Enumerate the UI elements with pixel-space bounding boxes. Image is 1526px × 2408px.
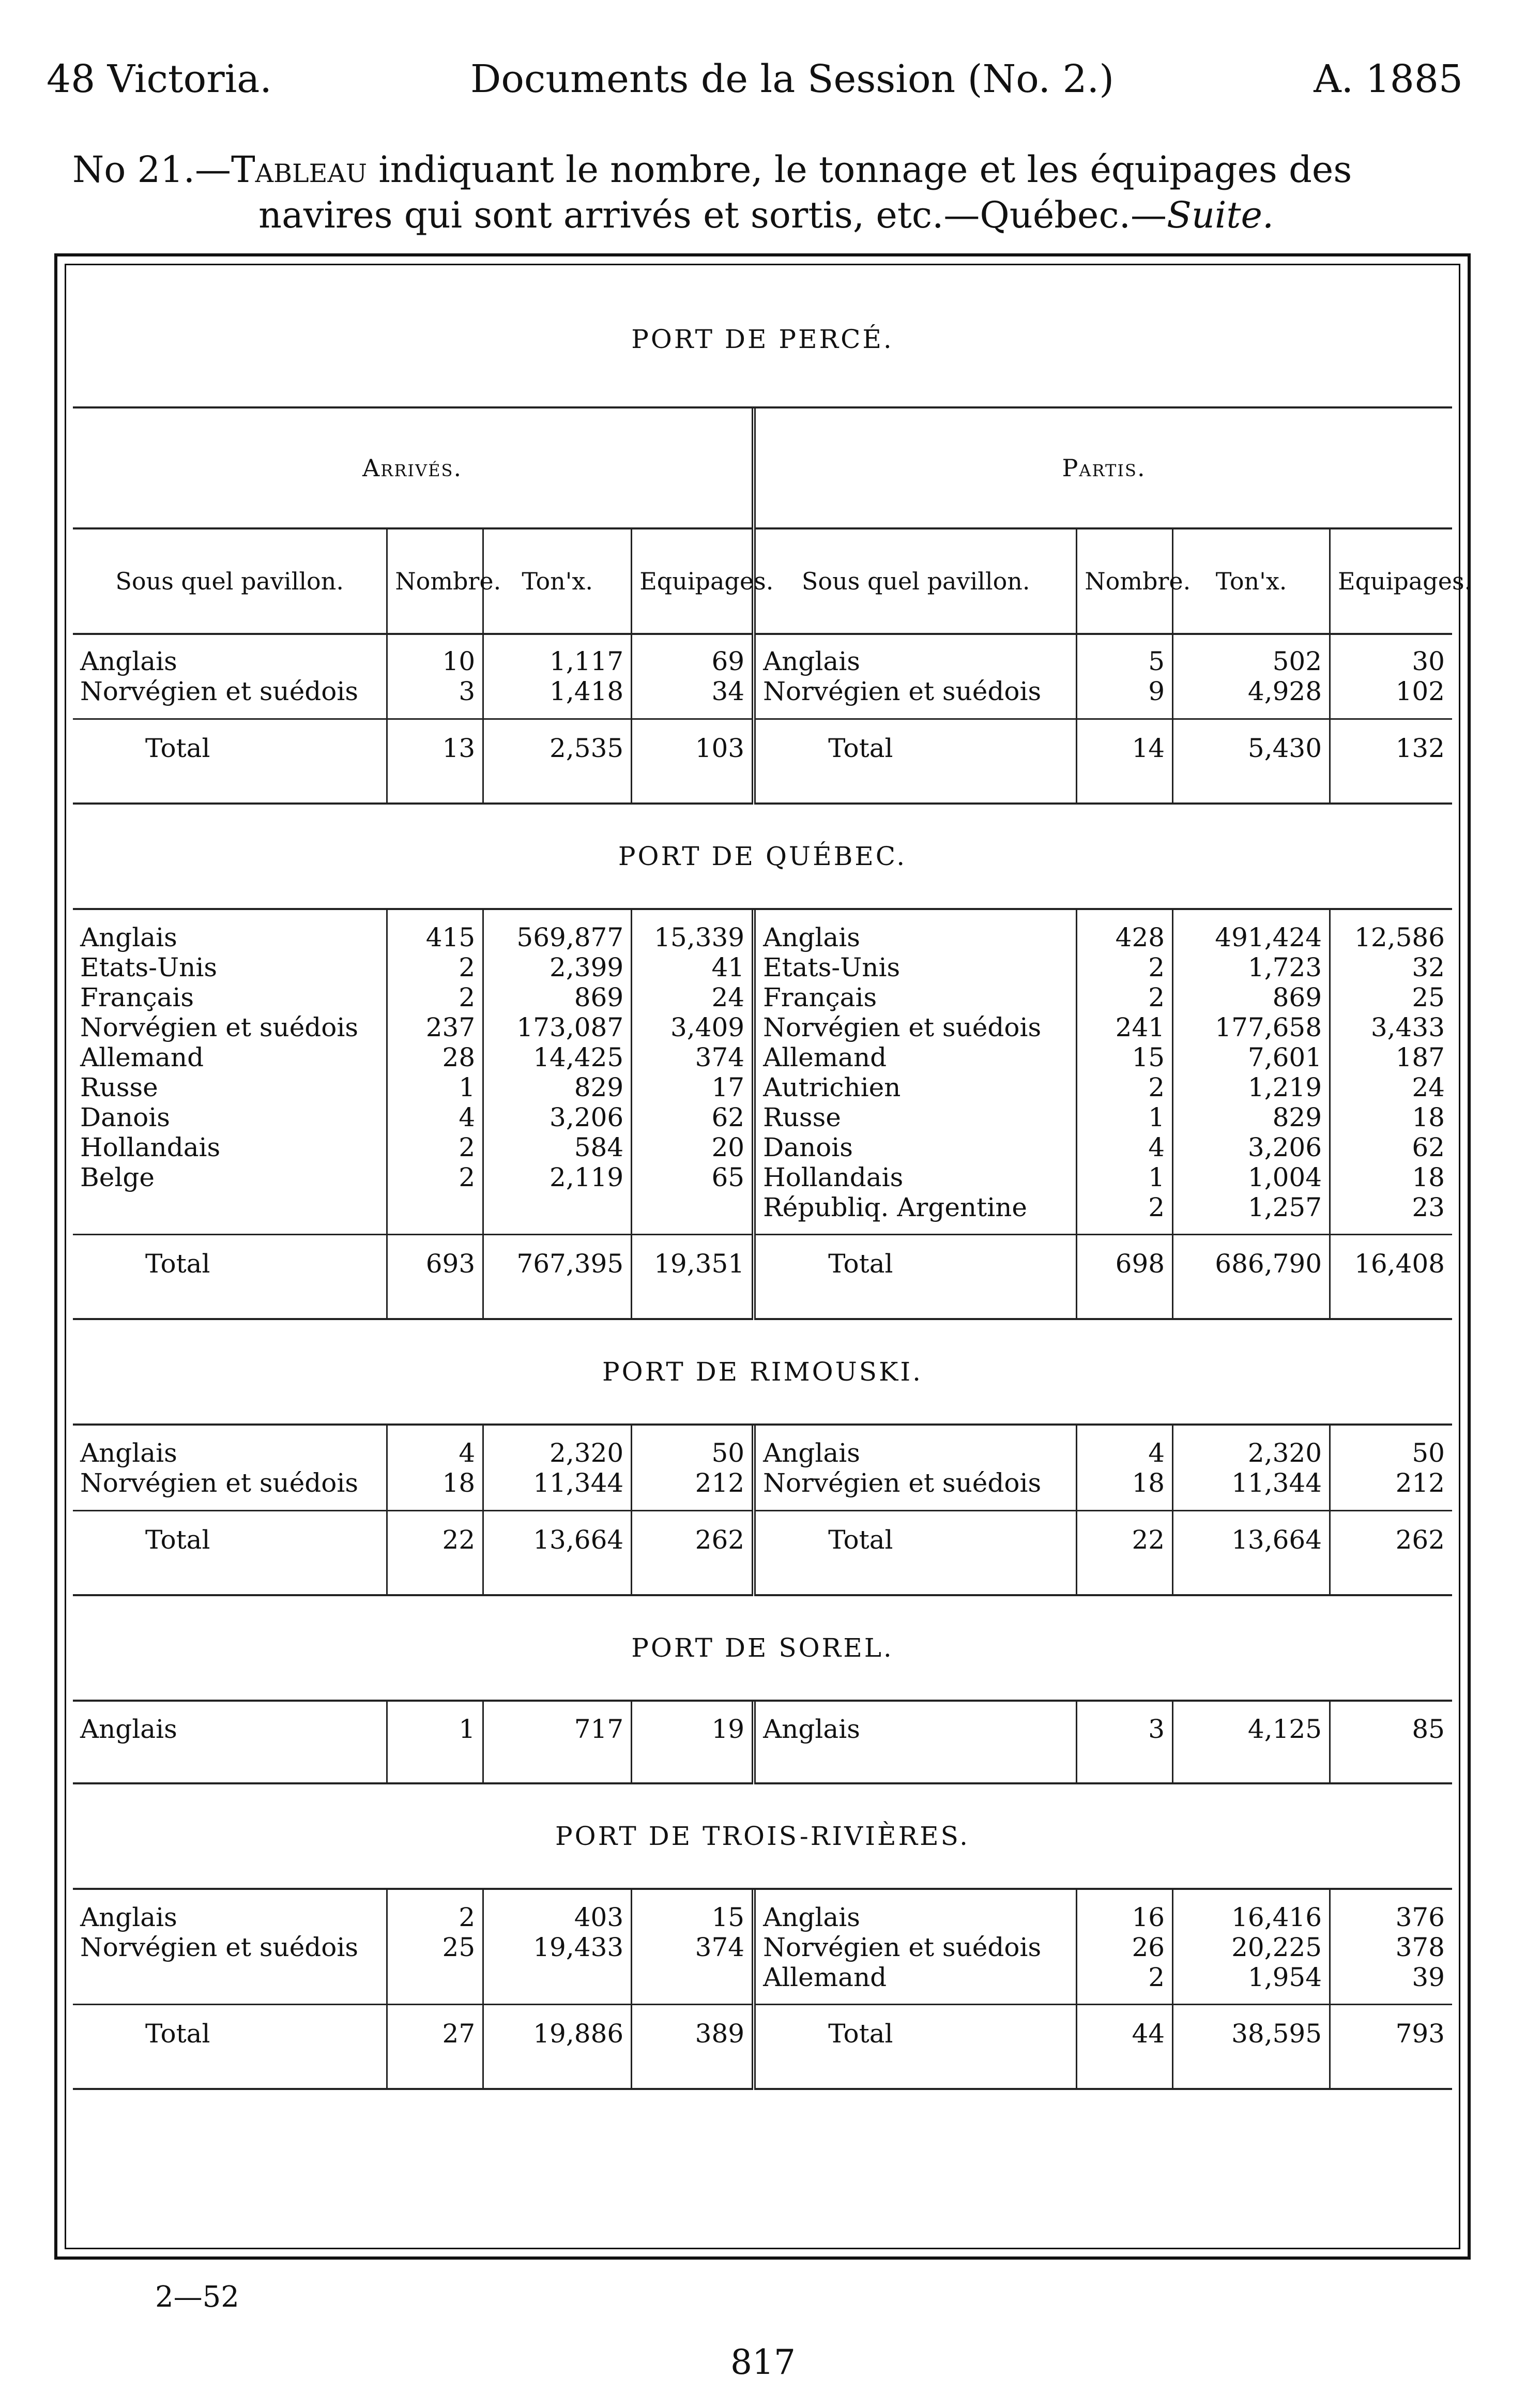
flag-cell: Norvégien et suédois bbox=[754, 676, 1077, 706]
col-pavillon: Sous quel pavillon. bbox=[754, 528, 1077, 634]
tonnage-cell: 4,125 bbox=[1173, 1714, 1330, 1744]
crew-cell: 41 bbox=[632, 952, 754, 982]
total-tonnage: 19,886 bbox=[483, 2005, 632, 2063]
tonnage-cell: 19,433 bbox=[483, 1932, 632, 1962]
count-cell: 2 bbox=[1077, 952, 1173, 982]
count-cell: 2 bbox=[387, 982, 483, 1012]
table-frame bbox=[54, 253, 1471, 2260]
count-cell: 2 bbox=[1077, 1192, 1173, 1222]
arrives-heading: Arrivés. bbox=[362, 454, 463, 482]
tonnage-cell: 491,424 bbox=[1173, 922, 1330, 952]
flag-cell: Belge bbox=[80, 1162, 155, 1192]
table-row bbox=[73, 922, 1452, 952]
tonnage-cell: 177,658 bbox=[1173, 1012, 1330, 1042]
count-cell: 16 bbox=[1077, 1902, 1173, 1932]
total-crew: 262 bbox=[632, 1510, 754, 1568]
flag-cell: Norvégien et suédois bbox=[80, 1932, 359, 1962]
total-label: Total bbox=[73, 1235, 387, 1293]
col-equipages: Equipages. bbox=[632, 528, 754, 634]
total-label: Total bbox=[754, 719, 1077, 777]
count-cell: 4 bbox=[1077, 1132, 1173, 1162]
count-cell: 25 bbox=[387, 1932, 483, 1962]
caption-line1-rest: indiquant le nombre, le tonnage et les équipages des bbox=[367, 148, 1352, 191]
flag-cell: Anglais bbox=[754, 646, 1077, 676]
tonnage-cell: 569,877 bbox=[483, 922, 632, 952]
tonnage-cell: 16,416 bbox=[1173, 1902, 1330, 1932]
tonnage-cell: 3,206 bbox=[1173, 1132, 1330, 1162]
count-cell: 9 bbox=[1077, 676, 1173, 706]
total-tonnage: 13,664 bbox=[1173, 1510, 1330, 1568]
count-cell: 2 bbox=[387, 952, 483, 982]
direction-header-row bbox=[73, 408, 1452, 528]
column-header-row bbox=[73, 528, 1452, 634]
count-cell: 28 bbox=[387, 1042, 483, 1072]
count-cell: 1 bbox=[1077, 1102, 1173, 1132]
table-row bbox=[73, 646, 1452, 676]
count-cell: 2 bbox=[1077, 1072, 1173, 1102]
crew-cell: 25 bbox=[1330, 982, 1452, 1012]
crew-cell: 32 bbox=[1330, 952, 1452, 982]
table-row bbox=[73, 1902, 1452, 1932]
tonnage-cell: 717 bbox=[483, 1714, 632, 1744]
tonnage-cell: 3,206 bbox=[483, 1102, 632, 1132]
port-title: PORT DE QUÉBEC. bbox=[73, 805, 1452, 910]
port-table bbox=[73, 1426, 1452, 1596]
count-cell: 4 bbox=[387, 1102, 483, 1132]
table-row bbox=[73, 1072, 1452, 1102]
flag-cell: Danois bbox=[80, 1102, 170, 1132]
tonnage-cell: 7,601 bbox=[1173, 1042, 1330, 1072]
total-row bbox=[73, 1235, 1452, 1293]
col-nombre: Nombre. bbox=[1077, 528, 1173, 634]
footer-signature: 2—52 bbox=[155, 2280, 239, 2314]
total-count: 14 bbox=[1077, 719, 1173, 777]
count-cell: 4 bbox=[1077, 1438, 1173, 1468]
total-label: Total bbox=[73, 2005, 387, 2063]
count-cell: 2 bbox=[1077, 1962, 1173, 1992]
flag-cell: Républiq. Argentine bbox=[754, 1192, 1077, 1222]
crew-cell: 20 bbox=[632, 1132, 754, 1162]
tonnage-cell: 1,418 bbox=[483, 676, 632, 706]
count-cell: 18 bbox=[1077, 1468, 1173, 1498]
tonnage-cell: 829 bbox=[483, 1072, 632, 1102]
tonnage-cell: 1,004 bbox=[1173, 1162, 1330, 1192]
table-row bbox=[73, 1132, 1452, 1162]
port-title: PORT DE RIMOUSKI. bbox=[73, 1320, 1452, 1426]
total-row bbox=[73, 2005, 1452, 2063]
table-row bbox=[73, 1042, 1452, 1072]
total-tonnage: 13,664 bbox=[483, 1510, 632, 1568]
total-label: Total bbox=[754, 1510, 1077, 1568]
flag-cell: Anglais bbox=[754, 1438, 1077, 1468]
header-center: Documents de la Session (No. 2.) bbox=[470, 57, 1115, 101]
crew-cell: 376 bbox=[1330, 1902, 1452, 1932]
ports-table-container bbox=[73, 272, 1472, 2241]
count-cell: 415 bbox=[387, 922, 483, 952]
flag-cell: Hollandais bbox=[80, 1132, 221, 1162]
count-cell: 3 bbox=[387, 676, 483, 706]
total-count: 22 bbox=[1077, 1510, 1173, 1568]
count-cell: 10 bbox=[387, 646, 483, 676]
crew-cell: 34 bbox=[632, 676, 754, 706]
crew-cell: 19 bbox=[632, 1714, 754, 1744]
port-table bbox=[73, 1702, 1452, 1784]
tonnage-cell: 502 bbox=[1173, 646, 1330, 676]
flag-cell: Etats-Unis bbox=[754, 952, 1077, 982]
col-tonnage: Ton'x. bbox=[1173, 528, 1330, 634]
flag-cell: Anglais bbox=[754, 922, 1077, 952]
count-cell: 428 bbox=[1077, 922, 1173, 952]
table-row bbox=[73, 1932, 1452, 1962]
port-table bbox=[73, 408, 1472, 805]
tonnage-cell: 20,225 bbox=[1173, 1932, 1330, 1962]
tonnage-cell: 1,723 bbox=[1173, 952, 1330, 982]
crew-cell: 17 bbox=[632, 1072, 754, 1102]
total-tonnage: 2,535 bbox=[483, 719, 632, 777]
crew-cell: 374 bbox=[632, 1932, 754, 1962]
count-cell: 2 bbox=[1077, 982, 1173, 1012]
crew-cell: 212 bbox=[1330, 1468, 1452, 1498]
table-caption bbox=[72, 147, 1478, 238]
count-cell: 1 bbox=[387, 1714, 483, 1744]
count-cell: 3 bbox=[1077, 1714, 1173, 1744]
total-crew: 19,351 bbox=[632, 1235, 754, 1293]
crew-cell: 69 bbox=[632, 646, 754, 676]
flag-cell: Anglais bbox=[80, 1902, 177, 1932]
flag-cell: Anglais bbox=[754, 1902, 1077, 1932]
crew-cell: 374 bbox=[632, 1042, 754, 1072]
table-row bbox=[73, 1468, 1452, 1498]
caption-number: No 21. bbox=[72, 148, 195, 191]
header-left: 48 Victoria. bbox=[47, 57, 272, 101]
table-row bbox=[73, 1438, 1452, 1468]
crew-cell: 24 bbox=[1330, 1072, 1452, 1102]
total-label: Total bbox=[754, 2005, 1077, 2063]
partis-heading: Partis. bbox=[754, 408, 1452, 528]
total-crew: 103 bbox=[632, 719, 754, 777]
flag-cell: Russe bbox=[754, 1102, 1077, 1132]
table-row bbox=[73, 1714, 1452, 1744]
page-number: 817 bbox=[730, 2342, 796, 2382]
crew-cell: 85 bbox=[1330, 1714, 1452, 1744]
count-cell: 2 bbox=[387, 1162, 483, 1192]
table-row bbox=[73, 982, 1452, 1012]
flag-cell: Allemand bbox=[754, 1962, 1077, 1992]
count-cell: 1 bbox=[387, 1072, 483, 1102]
tonnage-cell: 2,320 bbox=[1173, 1438, 1330, 1468]
col-pavillon: Sous quel pavillon. bbox=[73, 528, 387, 634]
crew-cell: 30 bbox=[1330, 646, 1452, 676]
crew-cell: 12,586 bbox=[1330, 922, 1452, 952]
table-row bbox=[73, 1102, 1452, 1132]
crew-cell: 39 bbox=[1330, 1962, 1452, 1992]
caption-label: Tableau bbox=[231, 148, 368, 191]
total-count: 13 bbox=[387, 719, 483, 777]
table-row bbox=[73, 1192, 1452, 1222]
total-count: 693 bbox=[387, 1235, 483, 1293]
crew-cell: 50 bbox=[1330, 1438, 1452, 1468]
crew-cell: 187 bbox=[1330, 1042, 1452, 1072]
total-count: 44 bbox=[1077, 2005, 1173, 2063]
caption-suite: Suite. bbox=[1166, 193, 1274, 236]
flag-cell: Etats-Unis bbox=[80, 952, 218, 982]
crew-cell: 62 bbox=[1330, 1132, 1452, 1162]
total-crew: 262 bbox=[1330, 1510, 1452, 1568]
tonnage-cell: 2,320 bbox=[483, 1438, 632, 1468]
crew-cell: 18 bbox=[1330, 1102, 1452, 1132]
tonnage-cell: 869 bbox=[1173, 982, 1330, 1012]
total-tonnage: 5,430 bbox=[1173, 719, 1330, 777]
tonnage-cell: 829 bbox=[1173, 1102, 1330, 1132]
crew-cell: 65 bbox=[632, 1162, 754, 1192]
port-title: PORT DE TROIS-RIVIÈRES. bbox=[73, 1784, 1452, 1890]
crew-cell: 23 bbox=[1330, 1192, 1452, 1222]
total-count: 698 bbox=[1077, 1235, 1173, 1293]
flag-cell: Norvégien et suédois bbox=[80, 1012, 359, 1042]
tonnage-cell: 2,119 bbox=[483, 1162, 632, 1192]
count-cell: 15 bbox=[1077, 1042, 1173, 1072]
crew-cell: 378 bbox=[1330, 1932, 1452, 1962]
flag-cell: Autrichien bbox=[754, 1072, 1077, 1102]
tonnage-cell: 1,219 bbox=[1173, 1072, 1330, 1102]
table-row bbox=[73, 1012, 1452, 1042]
port-title: PORT DE PERCÉ. bbox=[73, 272, 1452, 408]
tonnage-cell: 173,087 bbox=[483, 1012, 632, 1042]
flag-cell: Anglais bbox=[80, 646, 177, 676]
table-row bbox=[73, 952, 1452, 982]
total-crew: 389 bbox=[632, 2005, 754, 2063]
tonnage-cell: 1,954 bbox=[1173, 1962, 1330, 1992]
tonnage-cell: 1,257 bbox=[1173, 1192, 1330, 1222]
port-table bbox=[73, 910, 1452, 1321]
total-tonnage: 38,595 bbox=[1173, 2005, 1330, 2063]
total-count: 27 bbox=[387, 2005, 483, 2063]
tonnage-cell: 11,344 bbox=[1173, 1468, 1330, 1498]
count-cell: 237 bbox=[387, 1012, 483, 1042]
table-row bbox=[73, 676, 1452, 706]
col-equipages: Equipages. bbox=[1330, 528, 1452, 634]
crew-cell: 3,409 bbox=[632, 1012, 754, 1042]
count-cell: 2 bbox=[387, 1902, 483, 1932]
tonnage-cell: 869 bbox=[483, 982, 632, 1012]
total-count: 22 bbox=[387, 1510, 483, 1568]
port-table bbox=[73, 1890, 1452, 2091]
total-label: Total bbox=[73, 719, 387, 777]
caption-line2-text: navires qui sont arrivés et sortis, etc.—Québec.— bbox=[258, 193, 1167, 236]
crew-cell: 3,433 bbox=[1330, 1012, 1452, 1042]
tonnage-cell: 2,399 bbox=[483, 952, 632, 982]
port-title: PORT DE SOREL. bbox=[73, 1596, 1452, 1702]
flag-cell: Norvégien et suédois bbox=[754, 1468, 1077, 1498]
crew-cell: 18 bbox=[1330, 1162, 1452, 1192]
flag-cell: Danois bbox=[754, 1132, 1077, 1162]
flag-cell: Français bbox=[754, 982, 1077, 1012]
flag-cell: Allemand bbox=[754, 1042, 1077, 1072]
count-cell: 1 bbox=[1077, 1162, 1173, 1192]
flag-cell: Allemand bbox=[80, 1042, 204, 1072]
flag-cell: Hollandais bbox=[754, 1162, 1077, 1192]
total-crew: 16,408 bbox=[1330, 1235, 1452, 1293]
crew-cell: 24 bbox=[632, 982, 754, 1012]
tonnage-cell: 403 bbox=[483, 1902, 632, 1932]
count-cell: 4 bbox=[387, 1438, 483, 1468]
tonnage-cell: 11,344 bbox=[483, 1468, 632, 1498]
crew-cell: 15 bbox=[632, 1902, 754, 1932]
crew-cell: 50 bbox=[632, 1438, 754, 1468]
caption-line-1: No 21.—Tableau indiquant le nombre, le tonnage et les équipages des bbox=[72, 148, 1352, 191]
col-tonnage: Ton'x. bbox=[483, 528, 632, 634]
count-cell: 5 bbox=[1077, 646, 1173, 676]
total-crew: 132 bbox=[1330, 719, 1452, 777]
count-cell: 18 bbox=[387, 1468, 483, 1498]
flag-cell: Norvégien et suédois bbox=[80, 676, 359, 706]
tonnage-cell: 1,117 bbox=[483, 646, 632, 676]
total-row bbox=[73, 1510, 1452, 1568]
caption-line-2 bbox=[72, 193, 1478, 238]
crew-cell: 15,339 bbox=[632, 922, 754, 952]
col-nombre: Nombre. bbox=[387, 528, 483, 634]
flag-cell: Norvégien et suédois bbox=[754, 1932, 1077, 1962]
tonnage-cell: 4,928 bbox=[1173, 676, 1330, 706]
tonnage-cell: 14,425 bbox=[483, 1042, 632, 1072]
crew-cell: 212 bbox=[632, 1468, 754, 1498]
header-right: A. 1885 bbox=[1314, 57, 1463, 101]
flag-cell: Norvégien et suédois bbox=[754, 1012, 1077, 1042]
flag-cell: Anglais bbox=[754, 1714, 1077, 1744]
flag-cell: Anglais bbox=[80, 922, 177, 952]
total-tonnage: 686,790 bbox=[1173, 1235, 1330, 1293]
table-row bbox=[73, 1162, 1452, 1192]
crew-cell: 102 bbox=[1330, 676, 1452, 706]
total-row bbox=[73, 719, 1452, 777]
total-label: Total bbox=[73, 1510, 387, 1568]
flag-cell: Français bbox=[80, 982, 194, 1012]
crew-cell: 62 bbox=[632, 1102, 754, 1132]
total-label: Total bbox=[754, 1235, 1077, 1293]
count-cell: 26 bbox=[1077, 1932, 1173, 1962]
flag-cell: Anglais bbox=[80, 1714, 177, 1744]
page-header bbox=[47, 57, 1463, 114]
tonnage-cell: 584 bbox=[483, 1132, 632, 1162]
flag-cell: Anglais bbox=[80, 1438, 177, 1468]
count-cell: 2 bbox=[387, 1132, 483, 1162]
flag-cell: Norvégien et suédois bbox=[80, 1468, 359, 1498]
flag-cell: Russe bbox=[80, 1072, 158, 1102]
count-cell: 241 bbox=[1077, 1012, 1173, 1042]
total-tonnage: 767,395 bbox=[483, 1235, 632, 1293]
total-crew: 793 bbox=[1330, 2005, 1452, 2063]
table-row bbox=[73, 1962, 1452, 1992]
